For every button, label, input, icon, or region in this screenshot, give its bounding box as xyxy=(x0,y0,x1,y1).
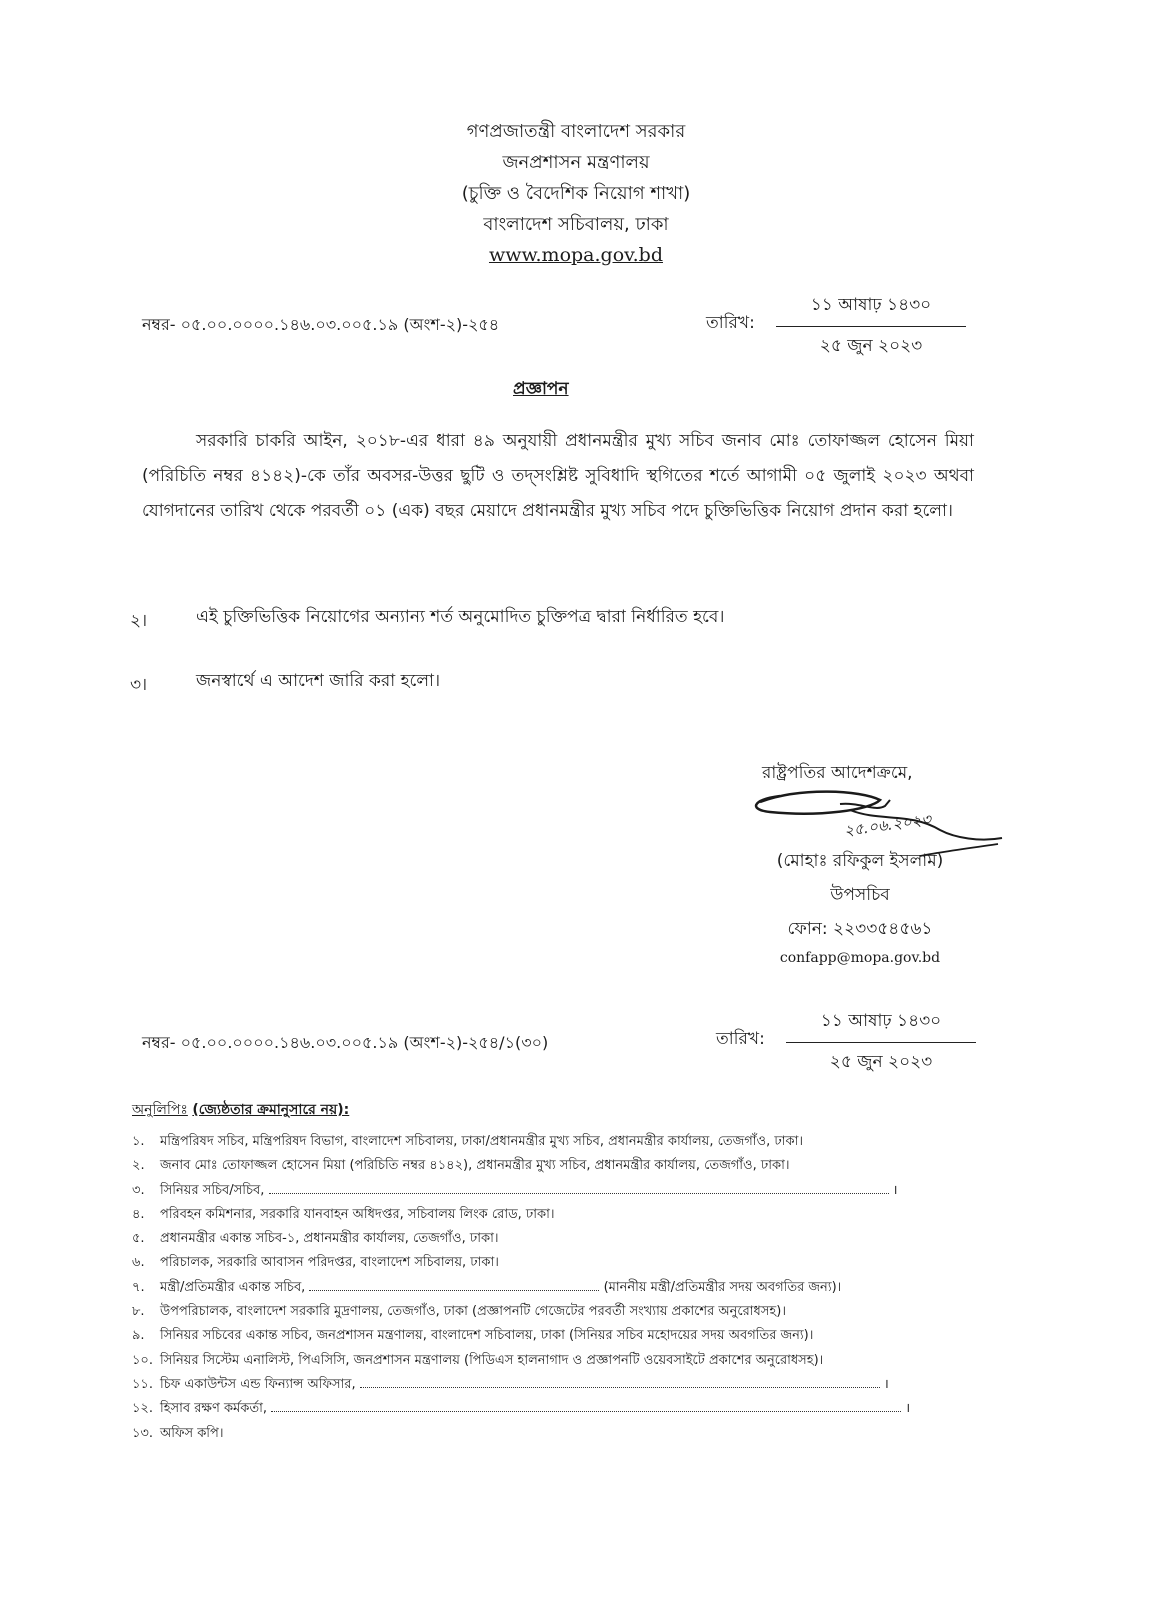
cc-item-text: পরিচালক, সরকারি আবাসন পরিদপ্তর, বাংলাদেশ সচিবালয়, ঢাকা। xyxy=(160,1255,499,1271)
cc-item-number: ১২. xyxy=(132,1401,154,1417)
cc-item-text: চিফ একাউন্টস এন্ড ফিন্যান্স অফিসার, xyxy=(160,1376,356,1392)
signatory-phone: ফোন: ২২৩৩৫৪৫৬১ xyxy=(787,919,933,939)
cc-item-tail: । xyxy=(892,1182,898,1198)
signatory-name: (মোহাঃ রফিকুল ইসলাম) xyxy=(776,851,944,871)
government-name: গণপ্রজাতন্ত্রী বাংলাদেশ সরকার xyxy=(466,121,686,142)
cc-heading xyxy=(132,1098,349,1122)
cc-item-tail: । xyxy=(905,1401,911,1417)
fill-in-line xyxy=(269,1183,889,1194)
cc-item-text: হিসাব রক্ষণ কর্মকর্তা, xyxy=(160,1401,268,1417)
cc-item-number: ৯. xyxy=(132,1328,145,1344)
cc-heading-prefix: অনুলিপিঃ xyxy=(132,1102,188,1118)
website-link[interactable]: www.mopa.gov.bd xyxy=(488,244,663,266)
cc-item-number: ১১. xyxy=(132,1376,154,1392)
cc-item-number: ৩. xyxy=(132,1182,145,1198)
cc-item-number: ৪. xyxy=(132,1206,145,1222)
date-block xyxy=(776,292,966,361)
cc-item-number: ৫. xyxy=(132,1231,145,1247)
date-label-copy: তারিখ: xyxy=(716,1029,765,1049)
paragraph-1: সরকারি চাকরি আইন, ২০১৮-এর ধারা ৪৯ অনুযায়ী প্রধানমন্ত্রীর মুখ্য সচিব জনাব মোঃ তোফাজ্জল হোসেন মিয়া (পরিচিতি নম্বর ৪১৪২)-কে তাঁর অবসর-উত্তর ছুটি ও তদ্‌সংশ্লিষ্ট সুবিধাদি স্থগিতের শর্তে আগামী ০৫ জুলাই ২০২৩ অথবা যোগদানের তারিখ থেকে পরবর্তী ০১ (এক) বছর মেয়াদে প্রধানমন্ত্রীর মুখ্য সচিব পদে চুক্তিভিত্তিক নিয়োগ প্রদান করা হলো। xyxy=(142,431,974,521)
item-3-number: ৩। xyxy=(130,675,148,695)
presidential-order-line: রাষ্ট্রপতির আদেশক্রমে, xyxy=(762,763,913,783)
signature-date-handwritten: ২৫.০৬.২০২৩ xyxy=(842,810,933,841)
signatory-designation: উপসচিব xyxy=(830,885,890,905)
cc-item-text: সিনিয়র সচিব/সচিব, xyxy=(160,1182,265,1198)
cc-item-text: মন্ত্রী/প্রতিমন্ত্রীর একান্ত সচিব, xyxy=(160,1279,306,1295)
cc-item-text: উপপরিচালক, বাংলাদেশ সরকারি মুদ্রণালয়, তেজগাঁও, ঢাকা (প্রজ্ঞাপনটি গেজেটের পরবর্তী সংখ্যায় প্রকাশের অনুরোধসহ)। xyxy=(160,1304,786,1320)
item-3-text: জনস্বার্থে এ আদেশ জারি করা হলো। xyxy=(196,671,441,691)
office-address: বাংলাদেশ সচিবালয়, ঢাকা xyxy=(483,214,669,235)
cc-item xyxy=(132,1227,962,1251)
fill-in-line xyxy=(271,1401,901,1412)
cc-item-number: ১. xyxy=(132,1134,145,1149)
date-bangla-copy: ১১ আষাঢ় ১৪৩০ xyxy=(786,1008,976,1043)
cc-item-text: সিনিয়র সিস্টেম এনালিস্ট, পিএসিসি, জনপ্রশাসন মন্ত্রণালয় (পিডিএস হালনাগাদ ও প্রজ্ঞাপনটি ওয়েবসাইটে প্রকাশের অনুরোধসহ)। xyxy=(160,1352,824,1368)
cc-item-text: মন্ত্রিপরিষদ সচিব, মন্ত্রিপরিষদ বিভাগ, বাংলাদেশ সচিবালয়, ঢাকা/প্রধানমন্ত্রীর মুখ্য সচিব, প্রধানমন্ত্রীর কার্যালয়, তেজগাঁও, ঢাকা। xyxy=(160,1134,804,1149)
cc-item-number: ১০. xyxy=(132,1352,154,1368)
fill-in-line xyxy=(360,1377,880,1388)
date-gregorian: ২৫ জুন ২০২৩ xyxy=(819,336,923,356)
cc-item xyxy=(132,1179,962,1203)
date-gregorian-copy: ২৫ জুন ২০২৩ xyxy=(829,1052,933,1072)
item-2-text: এই চুক্তিভিত্তিক নিয়োগের অন্যান্য শর্ত অনুমোদিত চুক্তিপত্র দ্বারা নির্ধারিত হবে। xyxy=(196,607,725,627)
cc-item xyxy=(132,1154,962,1178)
date-block-copy xyxy=(786,1008,976,1077)
cc-item xyxy=(132,1251,962,1275)
cc-list xyxy=(132,1130,962,1446)
cc-item-number: ১৩. xyxy=(132,1425,154,1441)
cc-item xyxy=(132,1349,962,1373)
cc-item-number: ২. xyxy=(132,1158,145,1174)
cc-item xyxy=(132,1300,962,1324)
ministry-name: জনপ্রশাসন মন্ত্রণালয় xyxy=(502,152,650,173)
cc-item-tail: (মাননীয় মন্ত্রী/প্রতিমন্ত্রীর সদয় অবগতির জন্য)। xyxy=(603,1279,842,1295)
cc-heading-note: (জ্যেষ্ঠতার ক্রমানুসারে নয়): xyxy=(192,1102,350,1118)
cc-item-text: পরিবহন কমিশনার, সরকারি যানবাহন অধিদপ্তর, সচিবালয় লিংক রোড, ঢাকা। xyxy=(160,1206,555,1222)
cc-item-text: জনাব মোঃ তোফাজ্জল হোসেন মিয়া (পরিচিতি নম্বর ৪১৪২), প্রধানমন্ত্রীর মুখ্য সচিব, প্রধানমন্ত্রীর কার্যালয়, তেজগাঁও, ঢাকা। xyxy=(160,1158,790,1174)
cc-item xyxy=(132,1130,962,1154)
memo-number: নম্বর- ০৫.০০.০০০০.১৪৬.০৩.০০৫.১৯ (অংশ-২)-২৫৪ xyxy=(142,315,500,334)
cc-item-number: ৭. xyxy=(132,1279,145,1295)
signatory-block xyxy=(730,848,990,966)
cc-item xyxy=(132,1276,962,1300)
cc-item xyxy=(132,1324,962,1348)
cc-item-text: অফিস কপি। xyxy=(160,1425,224,1441)
item-2-number: ২। xyxy=(130,611,148,631)
fill-in-line xyxy=(309,1280,599,1291)
date-label: তারিখ: xyxy=(706,313,755,333)
date-bangla: ১১ আষাঢ় ১৪৩০ xyxy=(776,292,966,327)
memo-number-copy: নম্বর- ০৫.০০.০০০০.১৪৬.০৩.০০৫.১৯ (অংশ-২)-২৫৪/১(৩০) xyxy=(142,1033,549,1052)
cc-item xyxy=(132,1373,962,1397)
cc-item xyxy=(132,1397,962,1421)
cc-item xyxy=(132,1422,962,1446)
cc-item-tail: । xyxy=(883,1376,889,1392)
signatory-email[interactable]: confapp@mopa.gov.bd xyxy=(779,950,941,966)
cc-item-text: সিনিয়র সচিবের একান্ত সচিব, জনপ্রশাসন মন্ত্রণালয়, বাংলাদেশ সচিবালয়, ঢাকা (সিনিয়র সচিব মহোদয়ের সদয় অবগতির জন্য)। xyxy=(160,1328,814,1344)
cc-item-text: প্রধানমন্ত্রীর একান্ত সচিব-১, প্রধানমন্ত্রীর কার্যালয়, তেজগাঁও, ঢাকা। xyxy=(160,1231,499,1247)
letterhead xyxy=(376,116,776,271)
cc-item xyxy=(132,1203,962,1227)
section-name: (চুক্তি ও বৈদেশিক নিয়োগ শাখা) xyxy=(461,183,691,204)
document-title: প্রজ্ঞাপন xyxy=(513,379,569,399)
cc-item-number: ৮. xyxy=(132,1304,145,1320)
cc-item-number: ৬. xyxy=(132,1255,145,1271)
